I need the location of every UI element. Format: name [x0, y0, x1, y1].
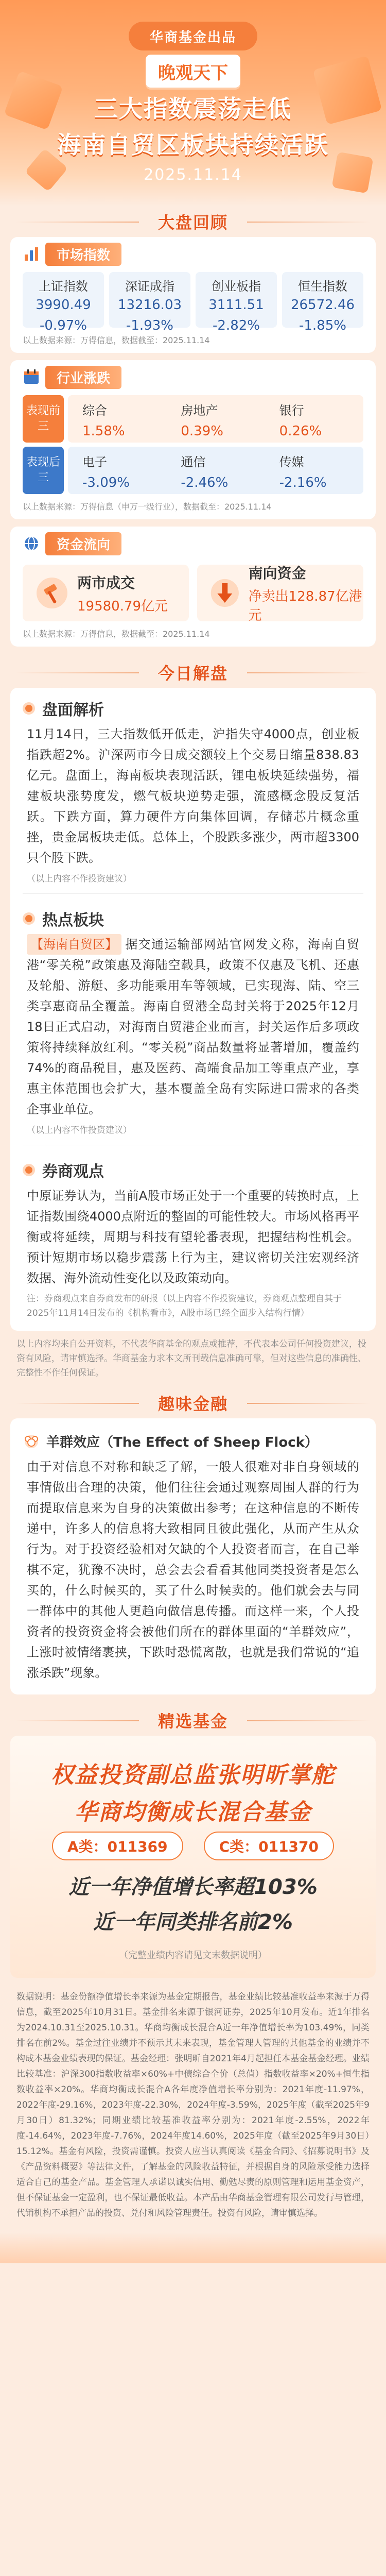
industry-name: 房地产: [181, 403, 218, 418]
broker-header: [10, 1155, 376, 1185]
index-change: -1.85%: [299, 318, 346, 333]
index-change: -1.93%: [126, 318, 173, 333]
analysis-text: 11月14日，三大指数低开低走，沪指失守4000点，创业板指跌超2%。沪深两市今日成交额较上个交易日缩量838.83亿元。盘面上，海南板块表现活跃，锂电板块延续强势，福建板块涨势度发，燃气板块逆势走强，流感概念股反复活跃。下跌方面，算力硬件方向集体回调，存储芯片概念重挫，贵金属板块走低。总体上，个股跌多涨少，两市超3300只个股下跌。: [27, 727, 359, 865]
bottom-three-tag: 表现后三: [23, 447, 64, 494]
sheep-effect-card: [10, 1418, 376, 1694]
hammer-icon: [35, 576, 69, 610]
industry-item: [166, 395, 265, 443]
hot-text: 据交通运输部网站官网发文称，海南自贸港“零关税”政策惠及海陆空载具，政策不仅惠及飞机、还惠及轮船、游艇、多功能乘用车等领域，已实现海、陆、空三类享惠商品全覆盖。海南自贸港全岛封关将于2025年12月18日正式启动，对海南自贸港企业而言，封关运作后多项政策将持续释放红利。“零关税”商品数量将显著增加，覆盖约74%的商品税目，惠及医药、高端食品加工等重点产业，享惠主体范围也会扩大，基本覆盖全岛有实际进口需求的各类企事业单位。: [27, 937, 359, 1116]
industry-item: [265, 395, 363, 443]
capital-source: 以上数据来源：万得信息，数据截至：2025.11.14: [23, 629, 210, 639]
footer-band: [0, 2232, 386, 2263]
section-title-fun: 趣味金融: [0, 1387, 386, 1418]
globe-icon: [23, 535, 40, 552]
fund-name: 华商均衡成长混合基金: [75, 1799, 311, 1825]
sheep-header: [10, 1426, 376, 1456]
bullet-dot-icon: [23, 1164, 35, 1176]
bullet-dot-icon: [23, 912, 35, 925]
capital-flow-card: [10, 527, 376, 647]
turnover-value: 19580.79亿元: [77, 598, 168, 614]
industry-change: 0.26%: [279, 423, 322, 439]
bottom-three-items: [68, 447, 363, 494]
broker-text: 中原证券认为，当前A股市场正处于一个重要的转换时点，上证指数围绕4000点附近的整固的可能性较大。市场风格再平衡或将延续，周期与科技有望轮番表现，把握结构性机会。预计短期市场以稳步震荡上行为主，建议密切关注宏观经济数据、海外流动性变化以及政策动向。: [27, 1189, 359, 1285]
fund-return-line: 近一年净值增长率超103%: [68, 1875, 318, 1899]
southbound-value: 净卖出128.87亿港元: [248, 589, 362, 623]
bar-chart-icon: [23, 245, 40, 263]
headline-line-1: 三大指数震荡走低: [94, 95, 292, 123]
hot-note: （以上内容不作投资建议）: [27, 1125, 132, 1136]
index-name: 创业板指: [212, 279, 261, 294]
index-value: 3111.51: [208, 297, 264, 313]
sheep-icon: [23, 1432, 40, 1450]
capital-flow-label: 资金流向: [45, 532, 121, 555]
analysis-note: （以上内容不作投资建议）: [27, 874, 132, 884]
market-index-label: 市场指数: [45, 243, 121, 266]
capital-row: [23, 565, 363, 621]
calendar-icon: [23, 368, 40, 386]
industry-top-row: [23, 395, 363, 443]
index-cell: [196, 272, 277, 333]
industry-item: [166, 447, 265, 494]
hot-text-block: [10, 934, 376, 1120]
fund-note: （完整业绩内容请见文末数据说明）: [119, 1950, 267, 1961]
sheep-text: 由于对信息不对称和缺乏了解，一般人很难对非自身领域的事情做出合理的决策，他们往往会通过观察周围人群的行为而提取信息来为自身的决策做出参考；在这种信息的不断传递中，许多人的信息将大致相同且彼此强化，从而产生从众行为。对于投资经验相对欠缺的个人投资者而言，在自己举棋不定，犹豫不决时，总会去会看看其他同类投资者是怎么买的，什么时候买的，买了什么时候卖的。他们就会去与同一群体中的其他人更趋向做信息传播。而这样一来，个人投资者的投资资金将会被他们所在的群体里面的“羊群效应”，上涨时被情绪裹挟，下跌时恐慌离散，也就是我们常说的“追涨杀跌”现象。: [27, 1460, 359, 1680]
fund-rank-line: 近一年同类排名前2%: [93, 1910, 293, 1934]
top-three-items: [68, 395, 363, 443]
fund-manager-line: 权益投资副总监张明昕掌舵: [51, 1762, 335, 1788]
sheep-title: 羊群效应（The Effect of Sheep Flock）: [46, 1434, 318, 1450]
industry-label: 行业涨跌: [45, 366, 121, 389]
fund-code-a: A类：011369: [52, 1832, 183, 1860]
index-cell: [282, 272, 363, 333]
turnover-box: [23, 565, 189, 621]
industry-source: 以上数据来源：万得信息（申万一级行业），数据截至：2025.11.14: [23, 502, 272, 512]
index-name: 上证指数: [39, 279, 88, 294]
market-source: 以上数据来源：万得信息，数据截至：2025.11.14: [23, 335, 210, 345]
section-title-today: 今日解盘: [0, 657, 386, 688]
industry-change: -2.46%: [181, 475, 229, 490]
top-three-tag: 表现前三: [23, 395, 64, 443]
hot-header: [10, 903, 376, 934]
industry-name: 通信: [181, 455, 206, 469]
index-cell: [109, 272, 190, 333]
industry-change: 0.39%: [181, 423, 223, 439]
index-value: 13216.03: [117, 297, 182, 313]
analysis-header: [10, 693, 376, 724]
industry-name: 电子: [82, 455, 107, 469]
index-value: 3990.49: [36, 297, 91, 313]
risk-disclaimer: 数据说明：基金份额净值增长率来源为基金定期报告，基金业绩比较基准收益率来源于万得信息，截至2025年10月31日。基金排名来源于银河证券，2025年10月发布。近1年排名为2024.10.31至2025.10.31。华商均衡成长混合A近一年净值增长率为103.49%，同类排名在前2%。基金过往业绩并不预示其未来表现，基金管理人管理的其他基金的业绩并不构成本基金业绩表现的保证。基金经理：张明昕自2021年4月起担任本基金基金经理。业绩比较基准：沪深300指数收益率×60%+中债综合全价（总值）指数收益率×20%+恒生指数收益率×20%。华商均衡成长混合A各年度净值增长率分别为：2021年度-11.97%，2022年度-29.16%，2023年度-22.30%，2024年度-3.59%，2025年度（截至2025年9月30日）81.32%；同期业绩比较基准收益率分别为：2021年度-2.55%，2022年度-14.64%，2023年度-7.76%，2024年度14.60%，2025年度（截至2025年9月30日）15.12%。基金有风险，投资需谨慎。投资人应当认真阅读《基金合同》、《招募说明书》及《产品资料概要》等法律文件，了解基金的风险收益特征，并根据自身的风险承受能力选择适合自己的基金产品。基金管理人承诺以诚实信用、勤勉尽责的原则管理和运用基金资产，但不保证基金一定盈利，也不保证最低收益。本产品由华商基金管理有限公司发行与管理，代销机构不承担产品的投资、兑付和风险管理责任。投资有风险，请审慎选择。: [16, 1992, 370, 2218]
industry-change: -3.09%: [82, 475, 130, 490]
bullet-dot-icon: [23, 702, 35, 715]
index-change: -0.97%: [40, 318, 87, 333]
industry-name: 综合: [82, 403, 107, 418]
divider: [23, 893, 363, 894]
industry-change: -2.16%: [279, 475, 327, 490]
analysis-title: 盘面解析: [42, 701, 104, 719]
section-title-review: 大盘回顾: [0, 206, 386, 237]
broker-title: 券商观点: [42, 1163, 104, 1181]
industry-item: [265, 447, 363, 494]
fund-code-c: C类：011370: [204, 1832, 334, 1860]
down-arrow-coin-icon: [209, 576, 240, 610]
fund-banner[interactable]: [10, 1736, 376, 1978]
industry-header: [10, 363, 376, 391]
index-name: 恒生指数: [298, 279, 347, 294]
industry-item: [68, 395, 166, 443]
headline-line-2: 海南自贸区板块持续活跃: [57, 131, 329, 159]
brand-pill: 华商基金出品: [129, 22, 257, 50]
index-grid: [23, 272, 363, 333]
industry-item: [68, 447, 166, 494]
index-value: 26572.46: [290, 297, 355, 313]
hot-tag: 【海南自贸区】: [27, 934, 121, 955]
fund-codes: [10, 1832, 376, 1860]
index-cell: [23, 272, 104, 333]
industry-name: 传媒: [279, 455, 304, 469]
section-title-fund: 精选基金: [0, 1705, 386, 1736]
analysis-card: [10, 688, 376, 1331]
column-title: 晚观天下: [146, 55, 240, 88]
market-index-header: [10, 240, 376, 268]
industry-name: 银行: [279, 403, 304, 418]
market-index-card: [10, 237, 376, 353]
industry-bottom-row: [23, 447, 363, 494]
index-name: 深证成指: [125, 279, 174, 294]
turnover-title: 两市成交: [77, 574, 135, 591]
industry-card: [10, 360, 376, 519]
hot-title: 热点板块: [42, 911, 104, 929]
index-change: -2.82%: [213, 318, 260, 333]
industry-change: 1.58%: [82, 423, 125, 439]
broker-note: 注：券商观点来自券商发布的研报（以上内容不作投资建议，券商观点整理自其于2025年11月14日发布的《机构看市》，A股市场已经全面步入结构行情）: [27, 1294, 342, 1318]
southbound-title: 南向资金: [248, 565, 306, 582]
report-date: 2025.11.14: [144, 166, 242, 184]
hero-banner: [0, 0, 386, 206]
capital-flow-header: [10, 530, 376, 557]
mid-disclaimer: 以上内容均来自公开资料，不代表华商基金的观点或推荐，不代表本公司任何投资建议，投资有风险，请审慎选择。华商基金力求本文所刊载信息准确可靠，但对这些信息的准确性、完整性不作任何保证。: [16, 1339, 366, 1378]
southbound-box: [197, 565, 363, 621]
